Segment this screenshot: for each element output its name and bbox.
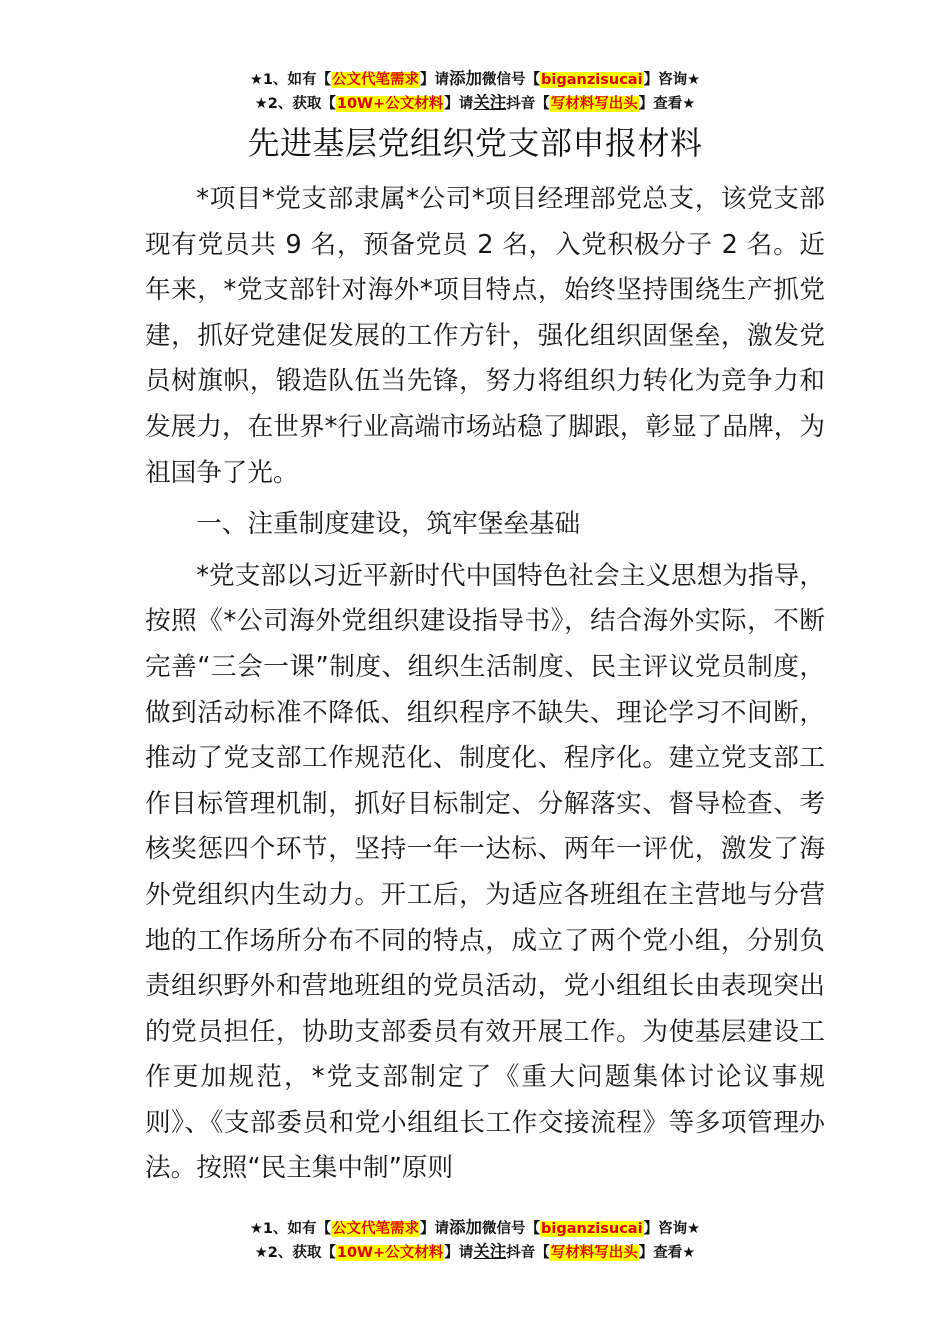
banner-text: 】查看★: [638, 96, 696, 112]
section-heading: 一、注重制度建设，筑牢堡垒基础: [196, 509, 581, 540]
paragraph-system-building: *党支部以习近平新时代中国特色社会主义思想为指导，按照《*公司海外党组织建设指导书》，结合海外实际，不断完善“三会一课”制度、组织生活制度、民主评议党员制度，做到活动标准不降低、组织程序不缺失、理论学习不间断，推动了党支部工作规范化、制度化、程序化。建立党支部工作目标管理机制，抓好目标制定、分解落实、督导检查、考核奖惩四个环节，坚持一年一达标、两年一评优，激发了海外党组织内生动力。开工后，为适应各班组在主营地与分营地的工作场所分布不同的特点，成立了两个党小组，分别负责组织野外和营地班组的党员活动，党小组组长由表现突出的党员担任，协助支部委员有效开展工作。为使基层建设工作更加规范，*党支部制定了《重大问题集体讨论议事规则》、《支部委员和党小组组长工作交接流程》等多项管理办法。按照“民主集中制”原则: [145, 560, 825, 1184]
banner-line-2: [0, 1240, 950, 1264]
banner-emphasis: 关注: [473, 1242, 507, 1261]
highlight-wechat-id: biganzisucai: [541, 1221, 643, 1237]
banner-text: ★2、获取【: [254, 1245, 336, 1261]
banner-text: 抖音【: [506, 96, 550, 112]
banner-line-1: [0, 67, 950, 91]
bottom-banner: [0, 1216, 950, 1264]
banner-text: ★1、如有【: [249, 72, 332, 88]
highlight-wechat-id: biganzisucai: [541, 72, 643, 88]
top-banner: [0, 67, 950, 115]
highlight-ghostwriting: 公文代笔需求: [332, 1221, 420, 1237]
highlight-douyin: 写材料写出头: [550, 96, 638, 112]
banner-emphasis: 关注: [473, 93, 507, 112]
paragraph-intro: *项目*党支部隶属*公司*项目经理部党总支，该党支部现有党员共 9 名，预备党员 2 名，入党积极分子 2 名。近年来，*党支部针对海外*项目特点，始终坚持围绕生产抓党建，抓好党建促发展的工作方针，强化组织固堡垒，激发党员树旗帜，锻造队伍当先锋，努力将组织力转化为竞争力和发展力，在世界*行业高端市场站稳了脚跟，彰显了品牌，为祖国争了光。: [145, 184, 825, 488]
banner-text: 微信号【: [482, 72, 541, 88]
banner-line-2: [0, 91, 950, 115]
highlight-materials: 10W+公文材料: [336, 96, 444, 112]
banner-text: 】请: [420, 72, 450, 88]
highlight-ghostwriting: 公文代笔需求: [332, 72, 420, 88]
banner-emphasis: 添加: [449, 1218, 483, 1237]
banner-text: ★1、如有【: [249, 1221, 332, 1237]
banner-text: 微信号【: [482, 1221, 541, 1237]
document-body: [145, 177, 825, 1192]
banner-text: 】请: [444, 96, 474, 112]
banner-text: 】请: [444, 1245, 474, 1261]
banner-emphasis: 添加: [449, 69, 483, 88]
banner-text: 抖音【: [506, 1245, 550, 1261]
banner-text: 】查看★: [638, 1245, 696, 1261]
banner-text: 】咨询★: [643, 1221, 701, 1237]
banner-text: ★2、获取【: [254, 96, 336, 112]
banner-text: 】咨询★: [643, 72, 701, 88]
banner-line-1: [0, 1216, 950, 1240]
highlight-douyin: 写材料写出头: [550, 1245, 638, 1261]
document-title: 先进基层党组织党支部申报材料: [247, 124, 703, 162]
banner-text: 】请: [420, 1221, 450, 1237]
highlight-materials: 10W+公文材料: [336, 1245, 444, 1261]
